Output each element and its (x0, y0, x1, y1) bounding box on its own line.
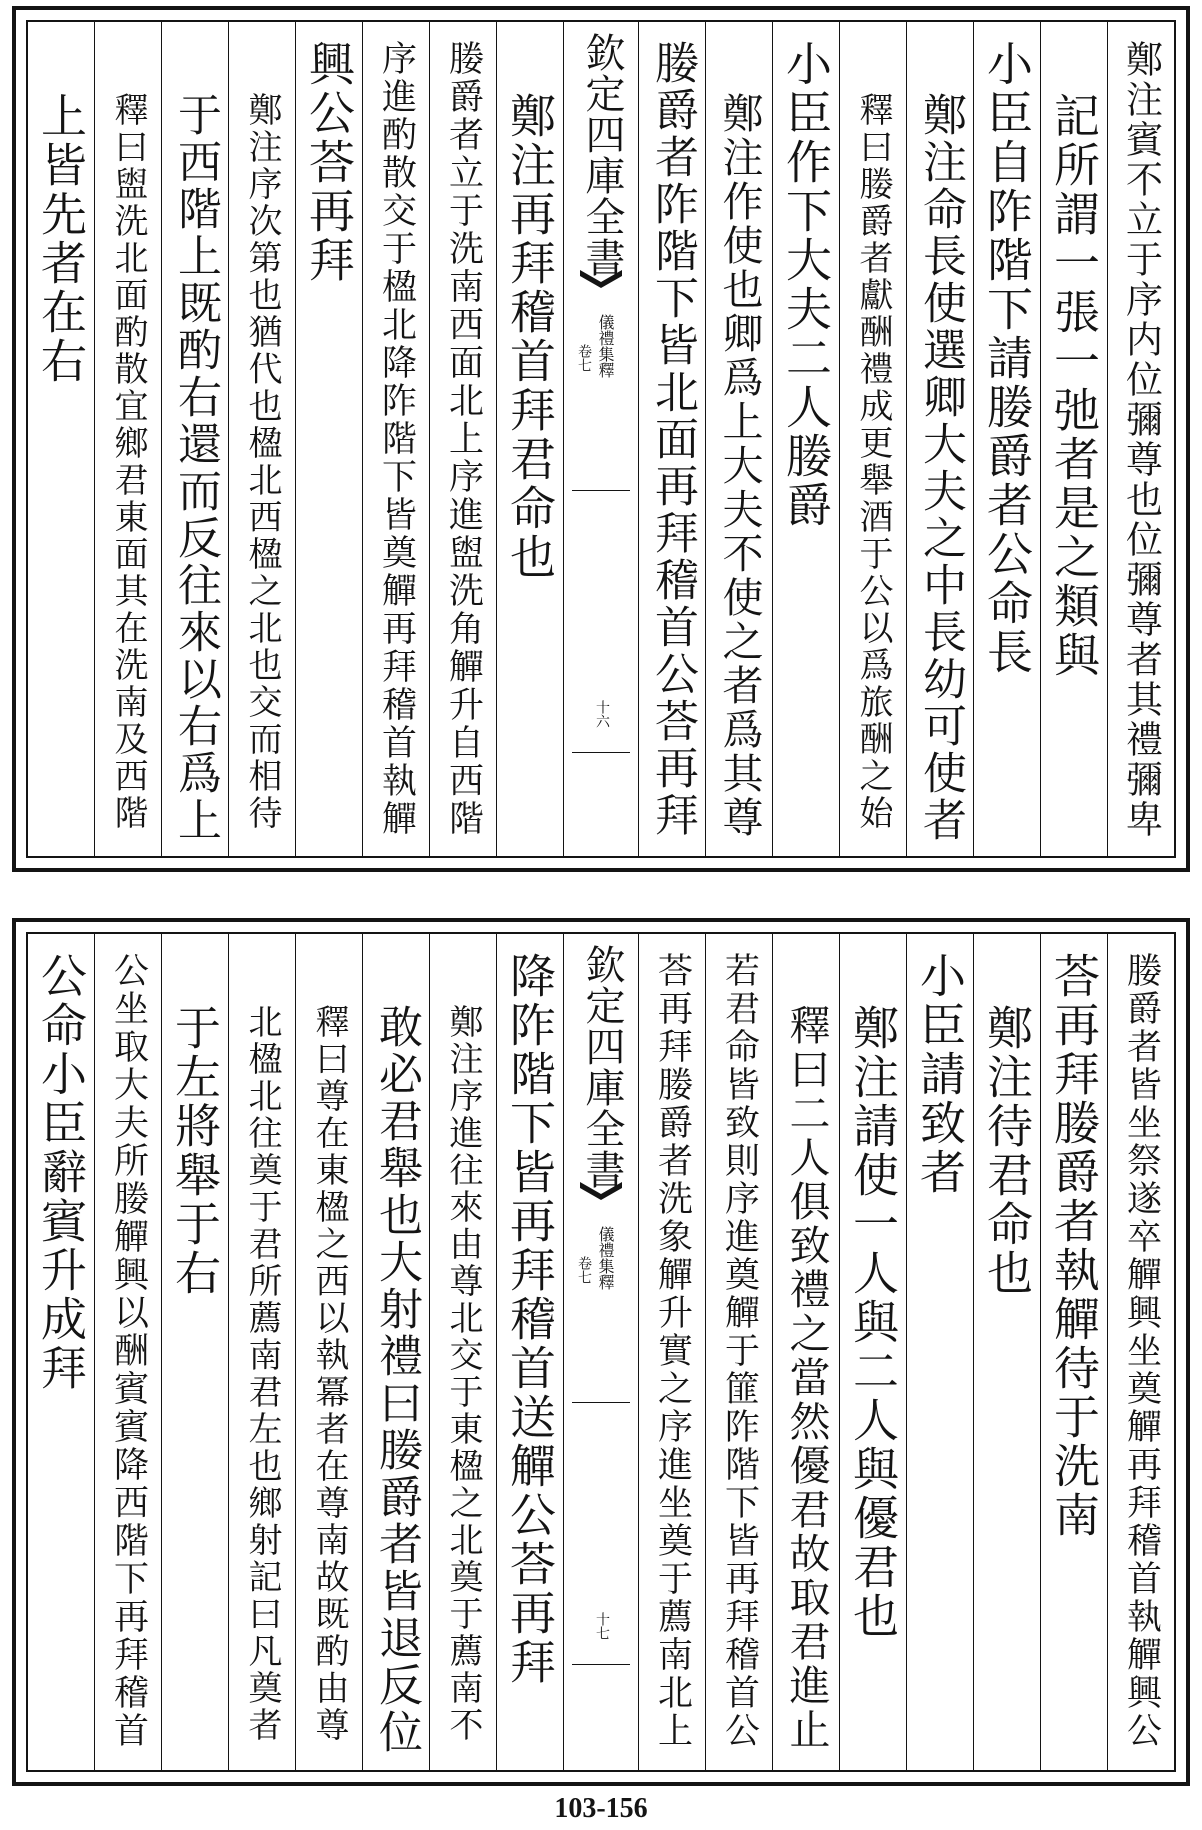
text-column (295, 934, 362, 1770)
text-column (1040, 934, 1107, 1770)
text-column (638, 22, 705, 856)
column-text: 鄭注請使一人與二人與優君也 (846, 1004, 900, 1641)
top-page-columns (28, 22, 1174, 856)
text-column (772, 934, 839, 1770)
text-column (772, 22, 839, 856)
text-column (94, 22, 161, 856)
column-text: 荅再拜媵爵者執觶待于洗南 (1047, 952, 1101, 1540)
text-column (429, 934, 496, 1770)
volume-label: 卷七 (576, 1256, 592, 1284)
text-column (295, 22, 362, 856)
text-column (228, 22, 295, 856)
column-text: 小臣自阼階下請媵爵者公命長 (980, 40, 1034, 677)
column-text: 荅再拜媵爵者洗象觶升實之序進坐奠于薦南北上 (652, 952, 693, 1750)
column-text: 北楹北往奠于君所薦南君左也鄉射記曰凡奠者 (242, 1004, 282, 1744)
text-column (1107, 934, 1174, 1770)
text-column (1107, 22, 1174, 856)
leaf-number: 十七 (594, 1612, 610, 1640)
column-text: 媵爵者立于洗南西面北上序進盥洗角觶升自西階 (443, 40, 484, 838)
top-page-frame (26, 20, 1176, 858)
bottom-page-columns (28, 934, 1174, 1770)
text-column (362, 22, 429, 856)
column-text: 釋曰盥洗北面酌散宜鄉君東面其在洗南及西階 (108, 92, 148, 832)
text-column (94, 934, 161, 1770)
leaf-number: 十六 (594, 700, 610, 728)
column-text: 鄭注序進往來由尊北交于東楹之北奠于薦南不 (443, 1004, 483, 1744)
center-fold (563, 22, 638, 856)
text-column (839, 934, 906, 1770)
text-column (705, 934, 772, 1770)
text-column (362, 934, 429, 1770)
column-text: 公坐取大夫所媵觶興以酬賓賓降西階下再拜稽首 (108, 952, 149, 1750)
column-text: 敢必君舉也大射禮曰媵爵者皆退反位 (371, 1004, 422, 1756)
book-title: 儀禮集釋 (596, 1226, 615, 1290)
text-column (28, 22, 94, 856)
column-text: 若君命皆致則序進奠觶于篚阼階下皆再拜稽首公 (719, 952, 760, 1750)
column-text: 降阼階下皆再拜稽首送觶公荅再拜 (503, 952, 557, 1687)
column-text: 記所謂一張一弛者是之類與 (1047, 92, 1101, 680)
column-text: 于左將舉于右 (168, 1004, 222, 1298)
text-column (906, 934, 973, 1770)
column-text: 鄭注序次第也猶代也楹北西楹之北也交而相待 (242, 92, 282, 832)
text-column (973, 934, 1040, 1770)
column-text: 興公荅再拜 (302, 40, 356, 285)
text-column (906, 22, 973, 856)
library-title: 欽定四庫全書 (579, 944, 625, 1190)
fold-rule (572, 752, 630, 753)
text-column (496, 22, 563, 856)
fold-rule (572, 1402, 630, 1403)
volume-label: 卷七 (576, 344, 592, 372)
fold-rule (572, 1664, 630, 1665)
fishtail-mark-icon (578, 1180, 624, 1202)
center-fold (563, 934, 638, 1770)
column-text: 上皆先者在右 (34, 92, 88, 386)
text-column (1040, 22, 1107, 856)
text-column (161, 934, 228, 1770)
column-text: 媵爵者阼階下皆北面再拜稽首公荅再拜 (647, 40, 698, 839)
column-text: 釋曰尊在東楹之西以執冪者在尊南故既酌由尊 (309, 1004, 349, 1744)
column-text: 序進酌散交于楹北降阼階下皆奠觶再拜稽首執觶 (376, 40, 417, 838)
column-text: 鄭注命長使選卿大夫之中長幼可使者 (915, 92, 966, 844)
bottom-page (12, 918, 1190, 1786)
book-title: 儀禮集釋 (596, 314, 615, 378)
column-text: 釋曰媵爵者獻酬禮成更舉酒于公以爲旅酬之始 (853, 92, 893, 832)
text-column (161, 22, 228, 856)
column-text: 公命小臣辭賓升成拜 (34, 952, 88, 1393)
column-text: 鄭注賓不立于序内位彌尊也位彌尊者其禮彌卑 (1119, 40, 1163, 840)
column-text: 釋曰二人俱致禮之當然優君故取君進止 (782, 1004, 831, 1752)
column-text: 小臣作下大夫二人媵爵 (779, 40, 833, 530)
column-text: 鄭注再拜稽首拜君命也 (503, 92, 557, 582)
bottom-page-frame (26, 932, 1176, 1772)
fold-rule (572, 490, 630, 491)
text-column (839, 22, 906, 856)
text-column (228, 934, 295, 1770)
column-text: 鄭注作使也卿爲上大夫不使之者爲其尊 (715, 92, 764, 840)
text-column (496, 934, 563, 1770)
text-column (28, 934, 94, 1770)
text-column (705, 22, 772, 856)
column-text: 小臣請致者 (913, 952, 967, 1197)
text-column (638, 934, 705, 1770)
text-column (429, 22, 496, 856)
column-text: 于西階上既酌右還而反往來以右爲上 (170, 92, 221, 844)
page-number: 103-156 (554, 1793, 648, 1824)
fishtail-mark-icon (578, 268, 624, 290)
library-title: 欽定四庫全書 (579, 32, 625, 278)
column-text: 媵爵者皆坐祭遂卒觶興坐奠觶再拜稽首執觶興公 (1121, 952, 1162, 1750)
top-page (12, 6, 1190, 872)
column-text: 鄭注待君命也 (980, 1004, 1034, 1298)
text-column (973, 22, 1040, 856)
